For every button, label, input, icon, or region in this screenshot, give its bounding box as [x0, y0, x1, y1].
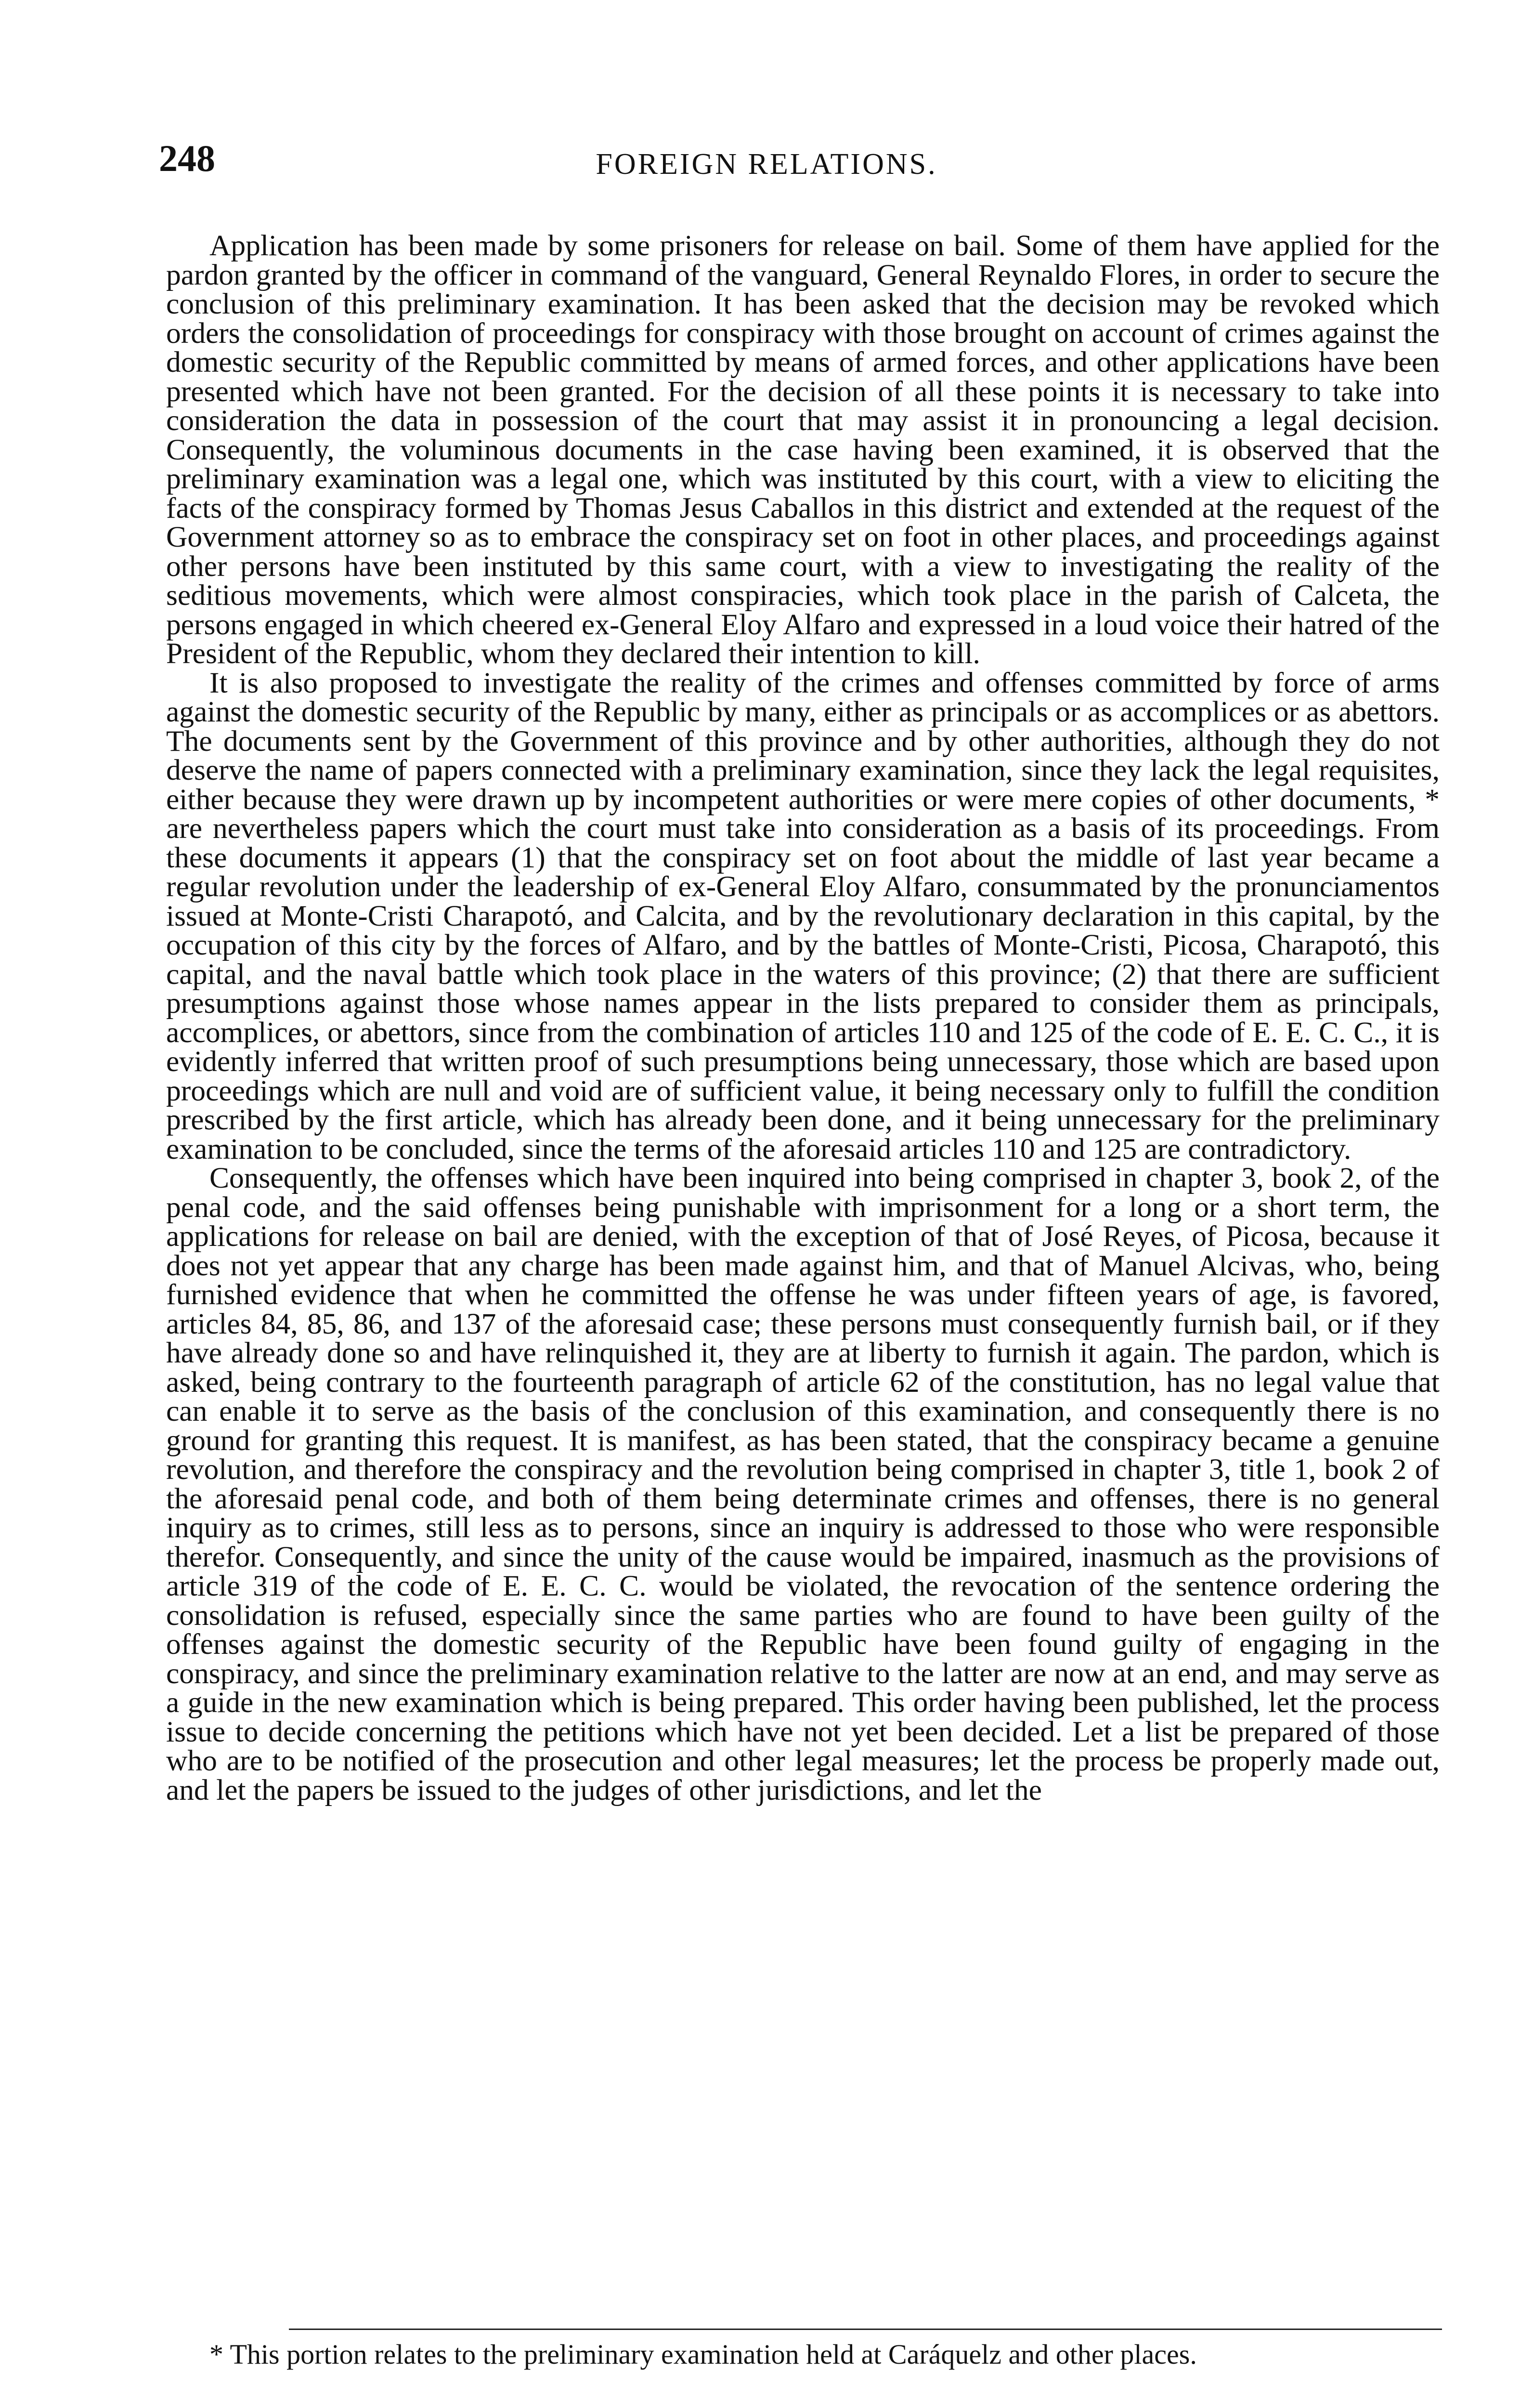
footnote-divider: [289, 2329, 1442, 2330]
body-text: [166, 231, 1440, 1805]
footnote: * This portion relates to the preliminary examination held at Caráquelz and other places.: [209, 2339, 1197, 2370]
paragraph-2: It is also proposed to investigate the reality of the crimes and offenses committed by force of arms against the domestic security of the Republic by many, either as principals or as accomplices or as abettors. The documents sent by the Government of this province and by other authorities, although they do not deserve the name of papers connected with a preliminary examination, since they lack the legal requisites, either because they were drawn up by incompetent authorities or were mere copies of other documents, * are nevertheless papers which the court must take into consideration as a basis of its proceedings. From these documents it appears (1) that the conspiracy set on foot about the middle of last year became a regular revolution under the leadership of ex-General Eloy Alfaro, consummated by the pronunciamentos issued at Monte-Cristi Charapotó, and Calcita, and by the revolutionary declaration in this capital, by the occupation of this city by the forces of Alfaro, and by the battles of Monte-Cristi, Picosa, Charapotó, this capital, and the naval battle which took place in the waters of this province; (2) that there are sufficient presumptions against those whose names appear in the lists prepared to consider them as principals, accomplices, or abettors, since from the combination of articles 110 and 125 of the code of E. E. C. C., it is evidently inferred that written proof of such presumptions being unnecessary, those which are based upon proceedings which are null and void are of sufficient value, it being necessary only to fulfill the condition prescribed by the first article, which has already been done, and it being unnecessary for the preliminary examination to be concluded, since the terms of the aforesaid articles 110 and 125 are contradictory.: [166, 666, 1440, 1165]
paragraph-3: Consequently, the offenses which have been inquired into being comprised in chapter 3, book 2, of the penal code, and the said offenses being punishable with imprisonment for a long or a short term, the applications for release on bail are denied, with the exception of that of José Reyes, of Picosa, because it does not yet appear that any charge has been made against him, and that of Manuel Alcivas, who, being furnished evidence that when he committed the offense he was under fifteen years of age, is favored, articles 84, 85, 86, and 137 of the aforesaid case; these persons must consequently furnish bail, or if they have already done so and have relinquished it, they are at liberty to furnish it again. The pardon, which is asked, being contrary to the fourteenth paragraph of article 62 of the constitution, has no legal value that can enable it to serve as the basis of the conclusion of this examination, and consequently there is no ground for granting this request. It is manifest, as has been stated, that the conspiracy became a genuine revolution, and therefore the conspiracy and the revolution being comprised in chapter 3, title 1, book 2 of the aforesaid penal code, and both of them being determinate crimes and offenses, there is no general inquiry as to crimes, still less as to persons, since an inquiry is addressed to those who were responsible therefor. Consequently, and since the unity of the cause would be impaired, inasmuch as the provisions of article 319 of the code of E. E. C. C. would be violated, the revocation of the sentence ordering the consolidation is refused, especially since the same parties who are found to have been guilty of the offenses against the domestic security of the Republic have been found guilty of engaging in the conspiracy, and since the preliminary examination relative to the latter are now at an end, and may serve as a guide in the new examination which is being prepared. This order having been published, let the process issue to decide concerning the petitions which have not yet been decided. Let a list be prepared of those who are to be notified of the prosecution and other legal measures; let the process be properly made out, and let the papers be issued to the judges of other jurisdictions, and let the: [166, 1162, 1440, 1806]
paragraph-1: Application has been made by some prisoners for release on bail. Some of them have applied for the pardon granted by the officer in command of the vanguard, General Reynaldo Flores, in order to secure the conclusion of this preliminary examination. It has been asked that the decision may be revoked which orders the consolidation of proceedings for conspiracy with those brought on account of crimes against the domestic security of the Republic committed by means of armed forces, and other applications have been presented which have not been granted. For the decision of all these points it is necessary to take into consideration the data in possession of the court that may assist it in pronouncing a legal decision. Consequently, the voluminous documents in the case having been examined, it is observed that the preliminary examination was a legal one, which was instituted by this court, with a view to eliciting the facts of the conspiracy formed by Thomas Jesus Caballos in this district and extended at the request of the Government attorney so as to embrace the conspiracy set on foot in other places, and proceedings against other persons have been instituted by this same court, with a view to investigating the reality of the seditious movements, which were almost conspiracies, which took place in the parish of Calceta, the persons engaged in which cheered ex-General Eloy Alfaro and expressed in a loud voice their hatred of the President of the Republic, whom they declared their intention to kill.: [166, 229, 1440, 670]
running-title: FOREIGN RELATIONS.: [596, 148, 937, 181]
page-number: 248: [159, 137, 215, 179]
